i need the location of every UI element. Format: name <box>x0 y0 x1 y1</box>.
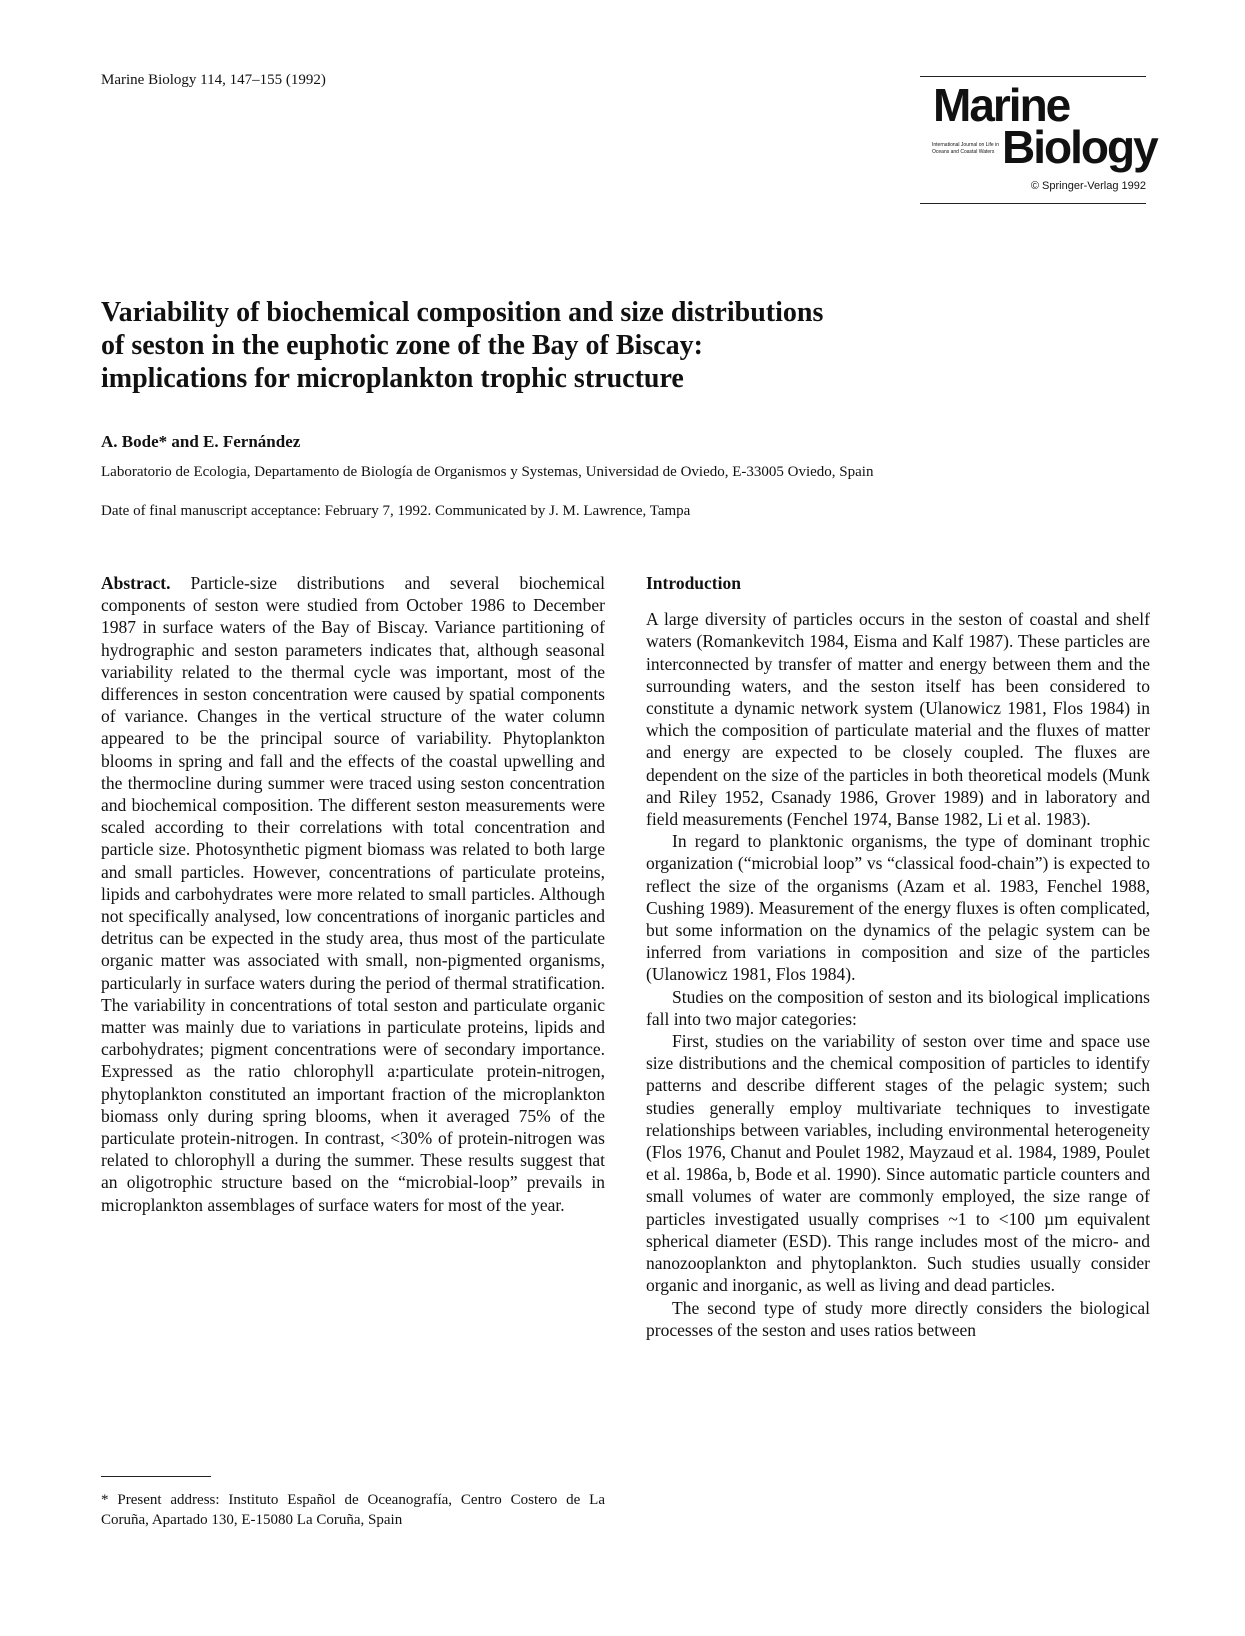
paragraph: In regard to planktonic organisms, the type of dominant trophic organization (“microbial loop” vs “classical food-chain”) is expected to reflect the size of the organisms (Azam et al. 1983, Fenchel 1988, Cushing 1989). Measurement of the energy fluxes is often complicated, but some information on the dynamics of the pelagic system can be inferred from variations in composition and size of the particles (Ulanowicz 1981, Flos 1984). <box>646 831 1150 985</box>
abstract <box>101 572 605 1216</box>
copyright-notice: © Springer-Verlag 1992 <box>1030 180 1146 192</box>
journal-reference: Marine Biology 114, 147–155 (1992) <box>101 72 326 88</box>
logo-marine-text: Marine <box>933 79 1070 131</box>
logo-rule <box>920 203 1146 204</box>
title-line: implications for microplankton trophic structure <box>101 363 684 394</box>
manuscript-dates: Date of final manuscript acceptance: February 7, 1992. Communicated by J. M. Lawrence, Tampa <box>101 503 691 519</box>
author-affiliation: Laboratorio de Ecologia, Departamento de Biología de Organismos y Systemas, Universidad de Oviedo, E-33005 Oviedo, Spain <box>101 464 874 480</box>
paragraph: The second type of study more directly considers the biological processes of the seston and uses ratios between <box>646 1297 1150 1340</box>
title-line: of seston in the euphotic zone of the Bay of Biscay: <box>101 330 703 361</box>
paragraph: First, studies on the variability of seston over time and space use size distributions and the chemical composition of particles to identify patterns and describe different stages of the pelagic system; such studies generally employ multivariate techniques to investigate relationships between variables, including environmental heterogeneity (Flos 1976, Chanut and Poulet 1982, Mayzaud et al. 1984, 1989, Poulet et al. 1986a, b, Bode et al. 1990). Since automatic particle counters and small volumes of water are commonly employed, the size range of particles investigated usually comprises ~1 to <100 µm equivalent spherical diameter (ESD). This range includes most of the micro- and nanozooplankton and phytoplankton. Such studies usually consider organic and inorganic, as well as living and dead particles. <box>646 1031 1150 1296</box>
paragraph: A large diversity of particles occurs in the seston of coastal and shelf waters (Romankevitch 1984, Eisma and Kalf 1987). These particles are interconnected by transfer of matter and energy between them and the surrounding waters, and the seston itself has been considered to constitute a dynamic network system (Ulanowicz 1981, Flos 1984) in which the composition of particulate material and the fluxes of matter and energy are expected to be closely coupled. The fluxes are dependent on the size of the particles in both theoretical models (Munk and Riley 1952, Csanady 1986, Grover 1989) and in laboratory and field measurements (Fenchel 1974, Banse 1982, Li et al. 1983). <box>646 609 1150 830</box>
logo-tagline: International Journal on Life in Oceans and Coastal Waters <box>932 142 999 155</box>
journal-logo <box>920 76 1157 204</box>
footnote: * Present address: Instituto Español de Oceanografía, Centro Costero de La Coruña, Apartado 130, E-15080 La Coruña, Spain <box>101 1492 605 1528</box>
abstract-text: Particle-size distributions and several biochemical components of seston were studied from October 1986 to December 1987 in surface waters of the Bay of Biscay. Variance partitioning of hydrographic and seston parameters indicates that, although seasonal variability related to the thermal cycle was important, most of the differences in seston concentration were caused by spatial components of variance. Changes in the vertical structure of the water column appeared to be the principal source of variability. Phytoplankton blooms in spring and fall and the effects of the coastal upwelling and the thermocline during summer were traced using seston concentration and biochemical composition. The different seston measurements were scaled according to their correlations with total concentration and particle size. Photosynthetic pigment biomass was related to both large and small particles. However, concentrations of particulate proteins, lipids and carbohydrates were more related to small particles. Although not specifically analysed, low concentrations of inorganic particles and detritus can be expected in the study area, thus most of the particulate organic matter was associated with small, non-pigmented organisms, particularly in surface waters during the period of thermal stratification. The variability in concentrations of total seston and particulate organic matter was mainly due to variations in particulate proteins, lipids and carbohydrates; pigment concentrations were of secondary importance. Expressed as the ratio chlorophyll a:particulate protein-nitrogen, phytoplankton constituted an important fraction of the microplankton biomass only during spring blooms, when it averaged 75% of the particulate protein-nitrogen. In contrast, <30% of protein-nitrogen was related to chlorophyll a during the summer. These results suggest that an oligotrophic structure based on the “microbial-loop” prevails in microplankton assemblages of surface waters for most of the year. <box>101 573 605 1215</box>
footnote-rule <box>101 1476 211 1477</box>
logo-biology-text: Biology <box>1002 121 1157 173</box>
abstract-label: Abstract. <box>101 573 171 593</box>
section-heading: Introduction <box>646 573 741 593</box>
introduction-column <box>646 572 1150 1341</box>
title-line: Variability of biochemical composition and size distributions <box>101 297 824 328</box>
logo-rule <box>920 76 1146 77</box>
paragraph: Studies on the composition of seston and its biological implications fall into two major categories: <box>646 986 1150 1029</box>
article-title <box>101 296 1081 395</box>
article-authors: A. Bode* and E. Fernández <box>101 432 301 451</box>
abstract-column <box>101 572 605 1216</box>
